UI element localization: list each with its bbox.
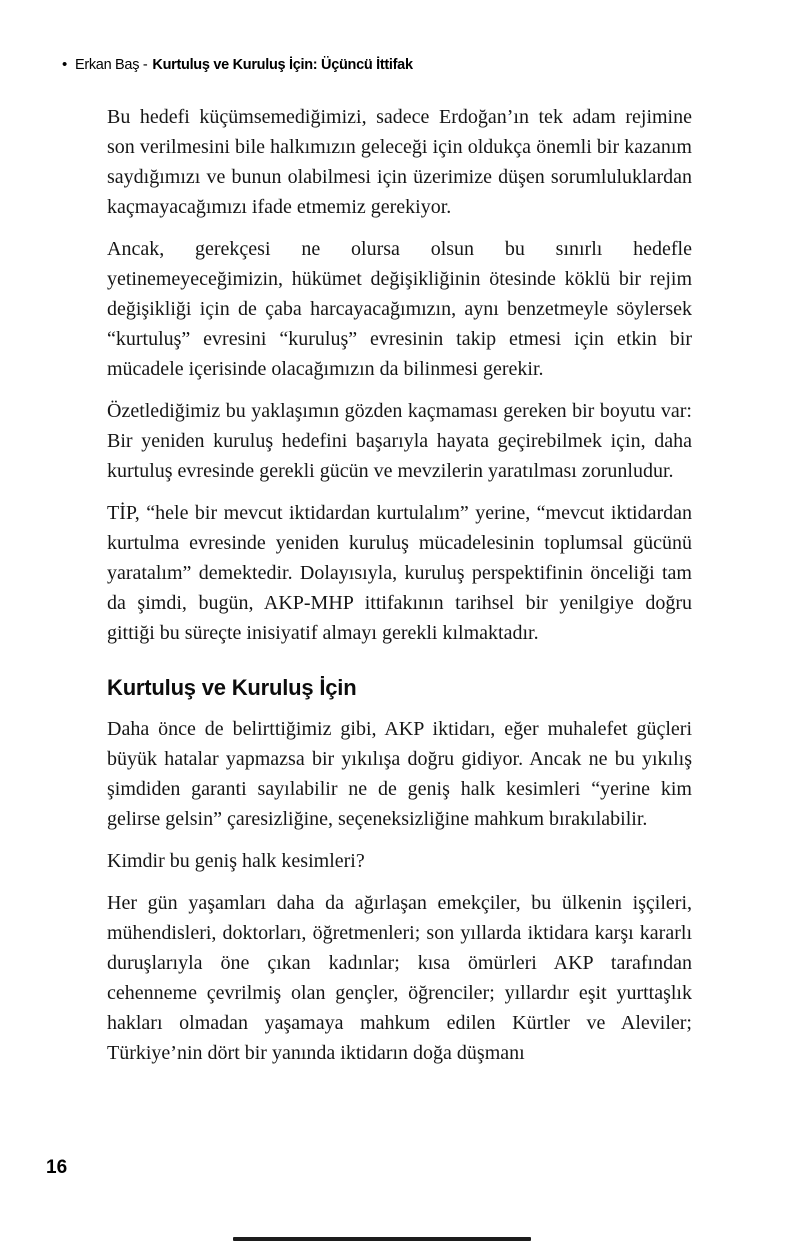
paragraph: Özetlediğimiz bu yaklaşımın gözden kaçmaması gereken bir boyutu var: Bir yeniden kuruluş hedefini başarıyla hayata geçirebilmek için, daha kurtuluş evresinde gerekli gücün ve mevzilerin yaratılması zorunludur. <box>107 400 692 482</box>
bullet-icon: • <box>62 56 67 73</box>
header-author: Erkan Baş - <box>74 57 148 73</box>
header-book-title: Kurtuluş ve Kuruluş İçin: Üçüncü İttifak <box>152 57 413 73</box>
paragraph: Bu hedefi küçümsemediğimizi, sadece Erdoğan’ın tek adam rejimine son verilmesini bile halkımızın geleceği için oldukça önemli bir kazanım saydığımızı ve bunun olabilmesi için üzerimize düşen sorumluluklardan kaçmayacağımızı ifade etmemiz gerekiyor. <box>107 106 692 218</box>
next-page-edge <box>233 1237 531 1241</box>
paragraph: Her gün yaşamları daha da ağırlaşan emekçiler, bu ülkenin işçileri, mühendisleri, doktorları, öğretmenleri; son yıllarda iktidara karşı kararlı duruşlarıyla öne çıkan kadınlar; kısa ömürleri AKP tarafından cehenneme çevrilmiş olan gençler, öğrenciler; yıllardır eşit yurttaşlık hakları olmadan yaşamaya mahkum edilen Kürtler ve Aleviler; Türkiye’nin dört bir yanında iktidarın doğa düşmanı <box>107 892 692 1064</box>
page-body <box>107 102 692 1080</box>
paragraph: Kimdir bu geniş halk kesimleri? <box>107 850 365 872</box>
running-header <box>62 57 413 73</box>
paragraph: Ancak, gerekçesi ne olursa olsun bu sınırlı hedefle yetinemeyeceğimizin, hükümet değişikliğinin ötesinde köklü bir rejim değişikliği için de çaba harcayacağımızın, aynı benzetmeyle söylersek “kurtuluş” evresini “kuruluş” evresinin takip etmesi için etkin bir mücadele içerisinde olacağımızın da bilinmesi gerekir. <box>107 238 692 380</box>
section-heading: Kurtuluş ve Kuruluş İçin <box>107 675 357 700</box>
paragraph: Daha önce de belirttiğimiz gibi, AKP iktidarı, eğer muhalefet güçleri büyük hatalar yapmazsa bir yıkılışa doğru gidiyor. Ancak ne bu yıkılış şimdiden garanti sayılabilir ne de geniş halk kesimleri “yerine kim gelirse gelsin” çaresizliğine, seçeneksizliğine mahkum bırakılabilir. <box>107 718 692 830</box>
page-number: 16 <box>46 1157 68 1178</box>
paragraph: TİP, “hele bir mevcut iktidardan kurtulalım” yerine, “mevcut iktidardan kurtulma evresinde yeniden kuruluş mücadelesinin toplumsal gücünü yaratalım” demektedir. Dolayısıyla, kuruluş perspektifinin önceliği tam da şimdi, bugün, AKP-MHP ittifakının tarihsel bir yenilgiye doğru gittiği bu süreçte inisiyatif almayı gerekli kılmaktadır. <box>107 502 692 644</box>
